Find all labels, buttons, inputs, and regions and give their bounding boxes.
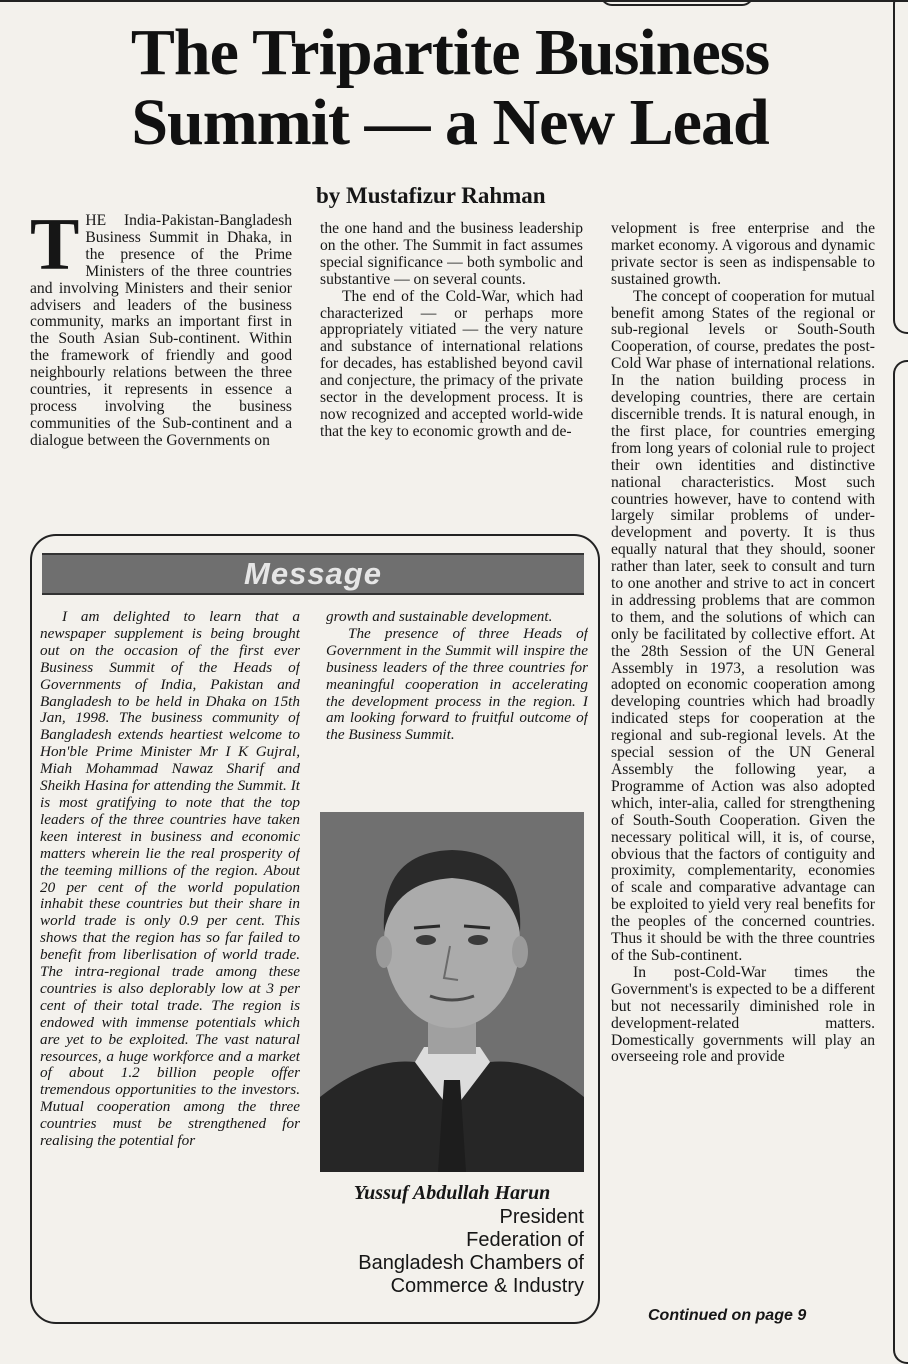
article-column-2	[320, 221, 583, 527]
top-rule	[0, 0, 908, 8]
article-column-1	[30, 213, 292, 519]
message-heading: Message	[244, 556, 382, 591]
drop-cap: T	[30, 213, 80, 286]
article-column-3	[611, 221, 875, 1306]
headline-line-1: The Tripartite Business	[130, 16, 770, 89]
top-box-edge	[600, 0, 754, 6]
headline-line-2: Summit — a New Lead	[131, 86, 769, 159]
signatory-org-line: Commerce & Industry	[390, 1275, 584, 1297]
continued-note: Continued on page 9	[648, 1307, 807, 1324]
message-paragraph: growth and sustainable development.	[326, 609, 553, 625]
adjacent-box-edge	[893, 360, 908, 1364]
column-3-paragraph: In post-Cold-War times the Government's is expected to be a different but not necessarily diminished role in development-related matters. Domestically governments will play an overseeing role and provide	[611, 963, 875, 1066]
message-banner	[42, 553, 584, 595]
headline	[60, 18, 840, 158]
byline: by Mustafizur Rahman	[316, 183, 546, 208]
signatory-name: Yussuf Abdullah Harun	[353, 1182, 551, 1204]
message-paragraph: The presence of three Heads of Government in the Summit will inspire the business leaders of the three countries for meaningful cooperation in accelerating the development process in the region. I am looking forward to fruitful outcome of the Business Summit.	[326, 624, 588, 744]
signatory-org-line: Bangladesh Chambers of	[358, 1252, 584, 1274]
signatory-portrait	[320, 812, 584, 1172]
message-right-column	[326, 609, 588, 801]
message-body: I am delighted to learn that a newspaper supplement is being brought out on the occasion of the first ever Business Summit of the Heads of Governments of India, Pakistan and Bangladesh to be held in Dhaka on 15th Jan, 1998. The business community of Bangladesh extends heartiest welcome to Hon'ble Prime Minister Mr I K Gujral, Miah Mohammad Nawaz Sharif and Sheikh Hasina for attending the Summit. It is most gratifying to note that the top leaders of the three countries have taken keen interest in business and economic matters wherein lie the real prosperity of the teeming millions of the region. About 20 per cent of the world population inhabit these countries but their share in world trade is only 0.9 per cent. This shows that the region has so far failed to benefit from liberlisation of world trade. The intra-regional trade among these countries is also deplorably low at 3 per cent of their total trade. The region is endowed with immense potentials which are yet to be exploited. The vast natural resources, a huge workforce and a market of about 1.2 billion people offer tremendous opportunities to the investors. Mutual cooperation among the three countries must be strengthened for realising the potential for	[40, 609, 300, 1150]
column-2-paragraph: The end of the Cold-War, which had characterized — or perhaps more appropriately vitiated — the very nature and substance of international relations for decades, has established beyond cavil and conjecture, the primacy of the private sector in the development process. It is now recognized and accepted world-wide that the key to economic growth and de-	[320, 287, 583, 440]
message-left-column	[40, 609, 300, 1309]
signatory-org-line: Federation of	[466, 1229, 584, 1251]
portrait-illustration	[320, 812, 584, 1172]
adjacent-box-edge	[893, 0, 908, 334]
column-1-text: HE India-Pakistan-Bangladesh Business Summit in Dhaka, in the presence of the Prime Ministers of the three countries and involving Ministers and their senior advisers and leaders of the business community, marks an important first in the South Asian Sub-continent. Within the framework of friendly and good neighbourly relations between the three countries, it represents in essence a process involving the business communities of the Sub-continent and a dialogue between the Governments on	[30, 213, 292, 449]
signatory-title: President	[499, 1206, 584, 1228]
column-3-paragraph: velopment is free enterprise and the market economy. A vigorous and dynamic private sector is seen as indispensable to sustained growth.	[611, 221, 875, 288]
column-2-paragraph: the one hand and the business leadership on the other. The Summit in fact assumes special significance — both symbolic and substantive — on several counts.	[320, 221, 583, 288]
column-3-paragraph: The concept of cooperation for mutual benefit among States of the regional or sub-regional levels or South-South Cooperation, of course, predates the post-Cold War phase of international relations. In the nation building process in developing countries, there are certain discernible trends. It is natural enough, in the first place, for countries emerging from long years of colonial rule to project their own identities and distinctive national characteristics. Most such countries however, have to contend with largely similar problems of under-development and poverty. It is thus equally natural that they should, sooner rather than later, seek to consult and turn to one another and strive to act in concert in addressing problems that are common to them, and the solutions of which can only be facilitated by collective effort. At the 28th Session of the UN General Assembly in 1973, a resolution was adopted on economic cooperation among developing countries which had broadly indicated steps for cooperation at the regional and sub-regional levels. At the special session of the UN General Assembly the following year, a Programme of Action was also adopted which, inter-alia, called for strengthening of South-South Cooperation. Given the necessary political will, it is, of course, obvious that the factors of contiguity and proximity, complementarity, economies of scale and comparative advantage can be exploited to yield very real benefits for the peoples of the concerned countries. Thus it should be with the three countries of the Sub-continent.	[611, 287, 875, 964]
